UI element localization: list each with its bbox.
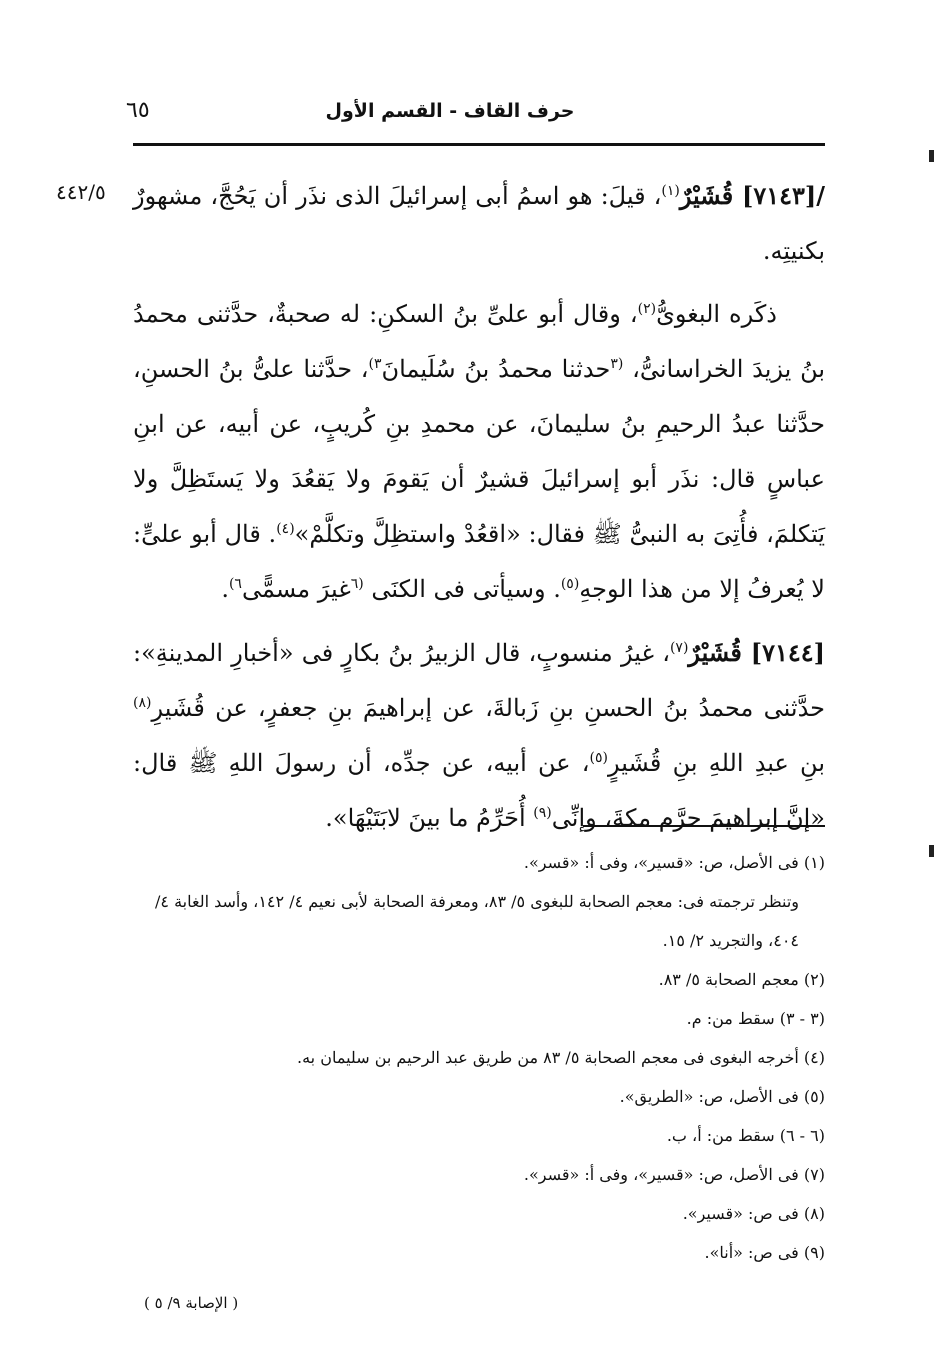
footnote-2: (٢) معجم الصحابة ٥/ ٨٣. [658,970,825,989]
paragraph-text: . قال أبو علىٍّ: لا يُعرفُ إلا من هذا الوجهِ [133,520,825,603]
margin-reference: ٤٤٢/٥ [56,180,106,204]
footnote-6: (٦ - ٦) سقط من: أ، ب. [666,1126,825,1145]
footnote-ref: (٤) [276,521,295,537]
main-text [133,168,825,846]
footnote-5: (٥) فى الأصل، ص: «الطريق». [619,1087,825,1106]
entry-number: /[٧١٤٣] [733,181,825,210]
paragraph-text: أُحَرِّمُ ما بينَ لابَتَيْهَا». [325,804,534,832]
paragraph-text: . وسيأتى فى الكنَى [371,575,561,603]
page-number: ٦٥ [126,98,150,123]
running-header-title: حرف القاف - القسم الأول [325,100,575,122]
footnote-ref: (٨) [133,695,152,711]
footnote-ref: (٩) [533,805,552,821]
header-rule [133,143,825,146]
footnote-9: (٩) فى ص: «أنا». [704,1243,825,1262]
footnote-ref: ٦) [228,576,242,592]
footnote-1: (١) فى الأصل، ص: «قسير»، وفى أ: «قسر». [523,853,825,872]
footnote-ref: ٣) [368,356,382,372]
entry-text: ، قيلَ: هو اسمُ أبى إسرائيلَ الذى نذَر أن يَحُجَّ، مشهورٌ بكنيتِه. [133,182,825,265]
footnote-ref: (٢) [637,301,657,317]
footnote-ref: (٦ [350,576,364,592]
footnote-1-continuation: وتنظر ترجمته فى: معجم الصحابة للبغوى ٥/ ٨٣، ومعرفة الصحابة لأبى نعيم ٤/ ١٤٢، وأسد الغابة ٤/ ٤٠٤، والتجريد ٢/ ١٥. [155,892,799,950]
entry-headword: قُشَيْرٌ [688,638,742,667]
entry-7143-line [133,168,825,279]
entry-headword: قُشَيْرٌ [679,181,734,210]
footnotes [133,843,825,1272]
footnote-ref: (١) [661,183,680,199]
footnote-separator [583,825,825,827]
footnote-3: (٣ - ٣) سقط من: م. [686,1009,825,1028]
footnote-ref: (٧) [669,640,689,656]
paragraph-text: ، حدَّثنا علىُّ بنُ الحسنِ، حدَّثنا عبدُ الرحيمِ بنُ سليمانَ، عن محمدِ بنِ كُريبٍ، عن أبيه، عن ابنِ عباسٍ قال: نذَر أبو إسرائيلَ قشيرٌ أن يَقومَ ولا يَقعُدَ ولا يَستَظِلَّ ولا يَتكلمَ، فأُتِىَ به النبىُّ ﷺ فقال: «اقعُدْ واستظِلَّ وتكلَّمْ» [133,355,825,548]
footnote-ref: (٥) [560,576,580,592]
paragraph-text: حدثنا محمدُ بنُ سُلَيمانَ [381,355,611,383]
paragraph-text: بنِ عبدِ اللهِ بنِ قُشَيرٍ [608,749,826,777]
paragraph-text: . [221,575,229,603]
footnote-8: (٨) فى ص: «قسير». [682,1204,825,1223]
paragraph-text: غيرَ مسمًّى [241,575,351,603]
paragraph-text: ، وقال أبو علىِّ بنُ السكنِ: له صحبةٌ، حدَّثنى محمدُ بنُ يزيدَ الخراسانىُّ، [133,300,826,383]
edge-mark [929,845,934,857]
signature-mark: ( الإصابة ٩/ ٥ ) [144,1294,239,1312]
edge-mark [929,150,934,162]
footnote-7: (٧) فى الأصل، ص: «قسير»، وفى أ: «قسر». [523,1165,825,1184]
entry-number: [٧١٤٤] [741,638,825,667]
paragraph-text: ذكَره البغوىُّ [656,300,777,328]
footnote-4: (٤) أخرجه البغوى فى معجم الصحابة ٥/ ٨٣ من طريق عبد الرحيم بن سليمان به. [297,1048,825,1067]
paragraph-text: ، غيرُ منسوبٍ، قال الزبيرُ بنُ بكارٍ فى «أخبارِ المدينةِ»: حدَّثنى محمدُ بنُ الحسنِ بنِ زَبالةَ، عن إبراهيمَ بنِ جعفرٍ، عن قُشَيرِ [133,639,825,722]
entry-7143-paragraph [133,287,825,617]
footnote-ref: (٥) [589,750,609,766]
paragraph-text: ، عن أبيه، عن جدِّه، أن رسولَ اللهِ ﷺ قال: «إنَّ إبراهيمَ حرَّم مكةَ، وإنِّى [133,749,825,832]
entry-7144-paragraph [133,625,825,846]
footnote-ref: (٣ [610,356,624,372]
